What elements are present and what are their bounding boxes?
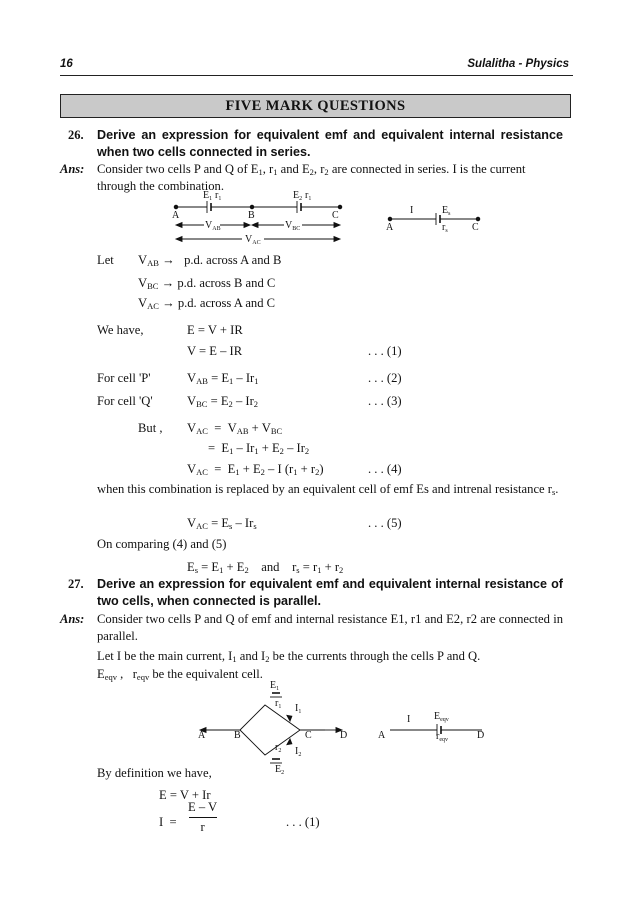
svg-text:A: A: [198, 730, 206, 741]
svg-text:C: C: [472, 222, 479, 233]
fraction-numerator: E – V: [188, 800, 218, 814]
answer-27-intro: Consider two cells P and Q of emf and internal resistance E1, r1 and E2, r2 are connected in parallel.: [97, 612, 563, 643]
svg-text:B: B: [234, 730, 241, 741]
for-cell-p-label: For cell 'P': [97, 371, 151, 385]
equation-number-5: . . . (5): [368, 516, 402, 530]
svg-text:D: D: [340, 730, 348, 741]
section-banner: FIVE MARK QUESTIONS: [60, 94, 571, 118]
svg-text:Es: $E_s$: [442, 205, 451, 217]
answer-27-let: Let I be the main current, $I_1$ and $I_2$ be the currents through the cells P and Q.: [97, 649, 481, 664]
question-27-text: Derive an expression for equivalent emf and equivalent internal resistance of two cells, when connected is parallel.: [97, 577, 563, 608]
answer-27-equiv: $E_{eqv}$ , $r_{eqv}$ be the equivalent cell.: [97, 667, 263, 682]
equation-vac-sum: $V_{AC} = V_{AB} + V_{BC}$: [187, 421, 283, 436]
replace-text: when this combination is replaced by an equivalent cell of emf Es and intrenal resistance $r_s$.: [97, 482, 559, 497]
fraction-denominator: r: [200, 820, 205, 834]
equation-vac-final: $V_{AC} = E_1 + E_2 - I$ $(r_1 + r_2)$: [187, 462, 324, 477]
definition-text: By definition we have,: [97, 766, 212, 780]
question-26-text: Derive an expression for equivalent emf and equivalent internal resistance when two cells connected in series.: [97, 128, 563, 159]
svg-text:Eeqv: $E_{eqv}$: [434, 711, 449, 723]
v-bc-line: $V_{BC} \to p.d$. across B and C: [138, 276, 276, 291]
equation-number-3: . . . (3): [368, 394, 402, 408]
equation-v-e-ir: V = E – IR: [187, 344, 243, 358]
svg-text:r1: $r_1$: [305, 190, 312, 202]
equation-number-1: . . . (1): [368, 344, 402, 358]
equation-number-2: . . . (2): [368, 371, 402, 385]
svg-text:E1: $E_1$: [270, 680, 280, 692]
svg-text:E2: $E_2$: [275, 764, 285, 775]
result-equation: $E_s = E_1 + E_2$ and $r_s = r_1 + r_2$: [187, 560, 344, 575]
svg-text:A: A: [386, 222, 394, 233]
svg-text:I1: $I_1$: [295, 703, 302, 715]
page-number: 16: [60, 58, 73, 70]
on-comparing: On comparing (4) and (5): [97, 537, 227, 551]
svg-text:I: I: [407, 714, 411, 725]
header-rule: [60, 75, 573, 76]
parallel-circuit-diagram: [190, 675, 520, 775]
svg-text:VAC: $V_{AC}$: [245, 234, 261, 246]
equation-e-v-ir: E = V + IR: [187, 323, 243, 337]
answer-26-intro-cont: through the combination.: [97, 179, 224, 193]
series-circuit-diagram: [160, 188, 500, 246]
but-label: But ,: [138, 421, 163, 435]
svg-text:A: A: [378, 730, 386, 741]
svg-text:r2: $r_2$: [275, 742, 282, 754]
ans-label-26: Ans:: [60, 162, 85, 176]
equation-number-27-1: . . . (1): [286, 815, 320, 829]
book-title: Sulalitha - Physics: [467, 58, 569, 70]
equation-vac-equiv: $V_{AC} = E_s - Ir_s$: [187, 516, 257, 531]
v-ac-line: $V_{AC} \to p.d$. across A and C: [138, 296, 276, 311]
svg-text:VBC: $V_{BC}$: [285, 220, 301, 232]
let-label: Let: [97, 253, 114, 267]
svg-text:E1: $E_1$: [203, 190, 213, 202]
svg-text:reqv: $r_{eqv}$: [436, 731, 449, 743]
question-number-27: 27.: [68, 577, 84, 591]
equation-vab: $V_{AB} = E_1 - Ir_1$: [187, 371, 259, 386]
svg-text:B: B: [248, 210, 255, 221]
svg-text:r1: $r_1$: [275, 698, 282, 710]
fraction-e-v-over-r: [188, 800, 217, 835]
svg-text:C: C: [332, 210, 339, 221]
ans-label-27: Ans:: [60, 612, 85, 626]
svg-text:I2: $I_2$: [295, 746, 302, 758]
svg-text:D: D: [477, 730, 485, 741]
equation-vbc: $V_{BC} = E_2 - Ir_2$: [187, 394, 259, 409]
answer-26-intro: Consider two cells P and Q of $E_1$, $r_1$ and $E_2$, $r_2$ are connected in series. I is the current: [97, 162, 526, 177]
svg-text:VAB: $V_{AB}$: [205, 220, 221, 232]
svg-text:A: A: [172, 210, 180, 221]
equation-vac-expand: = $E_1 - Ir_1 + E_2 - Ir_2$: [208, 441, 310, 456]
svg-text:I: I: [410, 205, 414, 216]
fraction-bar: [189, 817, 217, 818]
v-ab-line: $V_{AB} \to p.d$. across A and B: [138, 253, 282, 268]
svg-text:r1: $r_1$: [215, 190, 222, 202]
svg-text:C: C: [305, 730, 312, 741]
question-number-26: 26.: [68, 128, 84, 142]
for-cell-q-label: For cell 'Q': [97, 394, 153, 408]
svg-text:rs: $r_s$: [442, 222, 448, 234]
we-have-label: We have,: [97, 323, 144, 337]
equation-e-v-ir-27: E = V + Ir: [159, 788, 211, 802]
i-equals-label: I =: [159, 815, 177, 829]
svg-text:E2: $E_2$: [293, 190, 303, 202]
equation-number-4: . . . (4): [368, 462, 402, 476]
